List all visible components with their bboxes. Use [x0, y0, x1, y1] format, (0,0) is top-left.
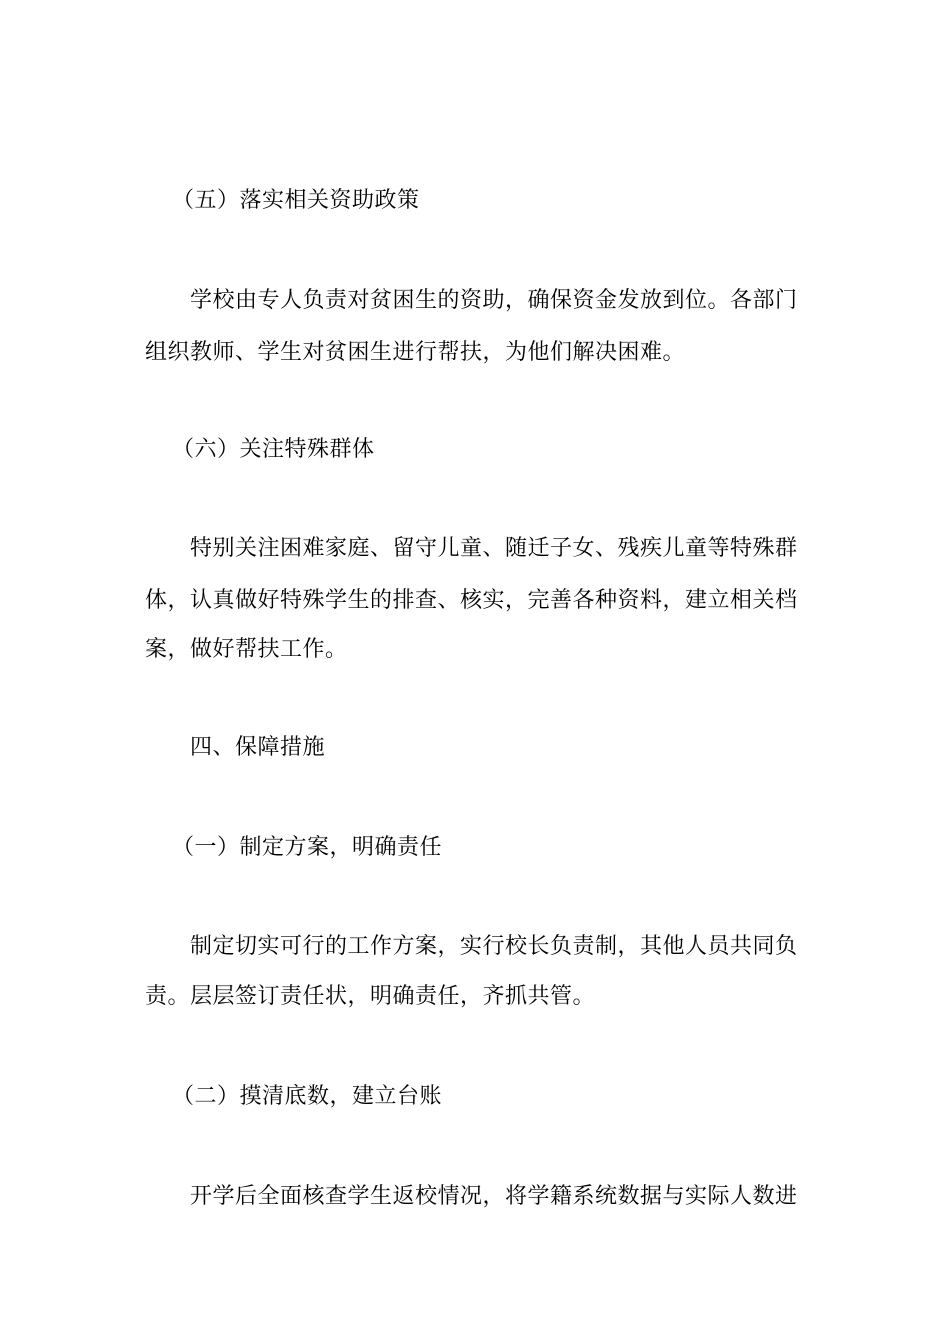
part4-heading: 四、保障措施	[190, 735, 326, 760]
sub1-paragraph-line: 责。层层签订责任状，明确责任，齐抓共管。	[145, 984, 596, 1009]
section6-paragraph-line: 案，做好帮扶工作。	[145, 637, 348, 662]
sub2-paragraph-line: 开学后全面核查学生返校情况，将学籍系统数据与实际人数进	[190, 1184, 798, 1209]
section5-heading: （五）落实相关资助政策	[172, 188, 420, 213]
section6-paragraph-line: 特别关注困难家庭、留守儿童、随迁子女、残疾儿童等特殊群	[190, 536, 798, 561]
sub1-paragraph-line: 制定切实可行的工作方案，实行校长负责制，其他人员共同负	[190, 934, 798, 959]
section5-paragraph-line: 学校由专人负责对贫困生的资助，确保资金发放到位。各部门	[190, 288, 798, 313]
section6-paragraph-line: 体，认真做好特殊学生的排查、核实，完善各种资料，建立相关档	[145, 588, 798, 613]
sub1-heading: （一）制定方案，明确责任	[172, 835, 443, 860]
sub2-heading: （二）摸清底数，建立台账	[172, 1084, 443, 1109]
section6-heading: （六）关注特殊群体	[172, 437, 375, 462]
section5-paragraph-line: 组织教师、学生对贫困生进行帮扶，为他们解决困难。	[145, 340, 686, 365]
